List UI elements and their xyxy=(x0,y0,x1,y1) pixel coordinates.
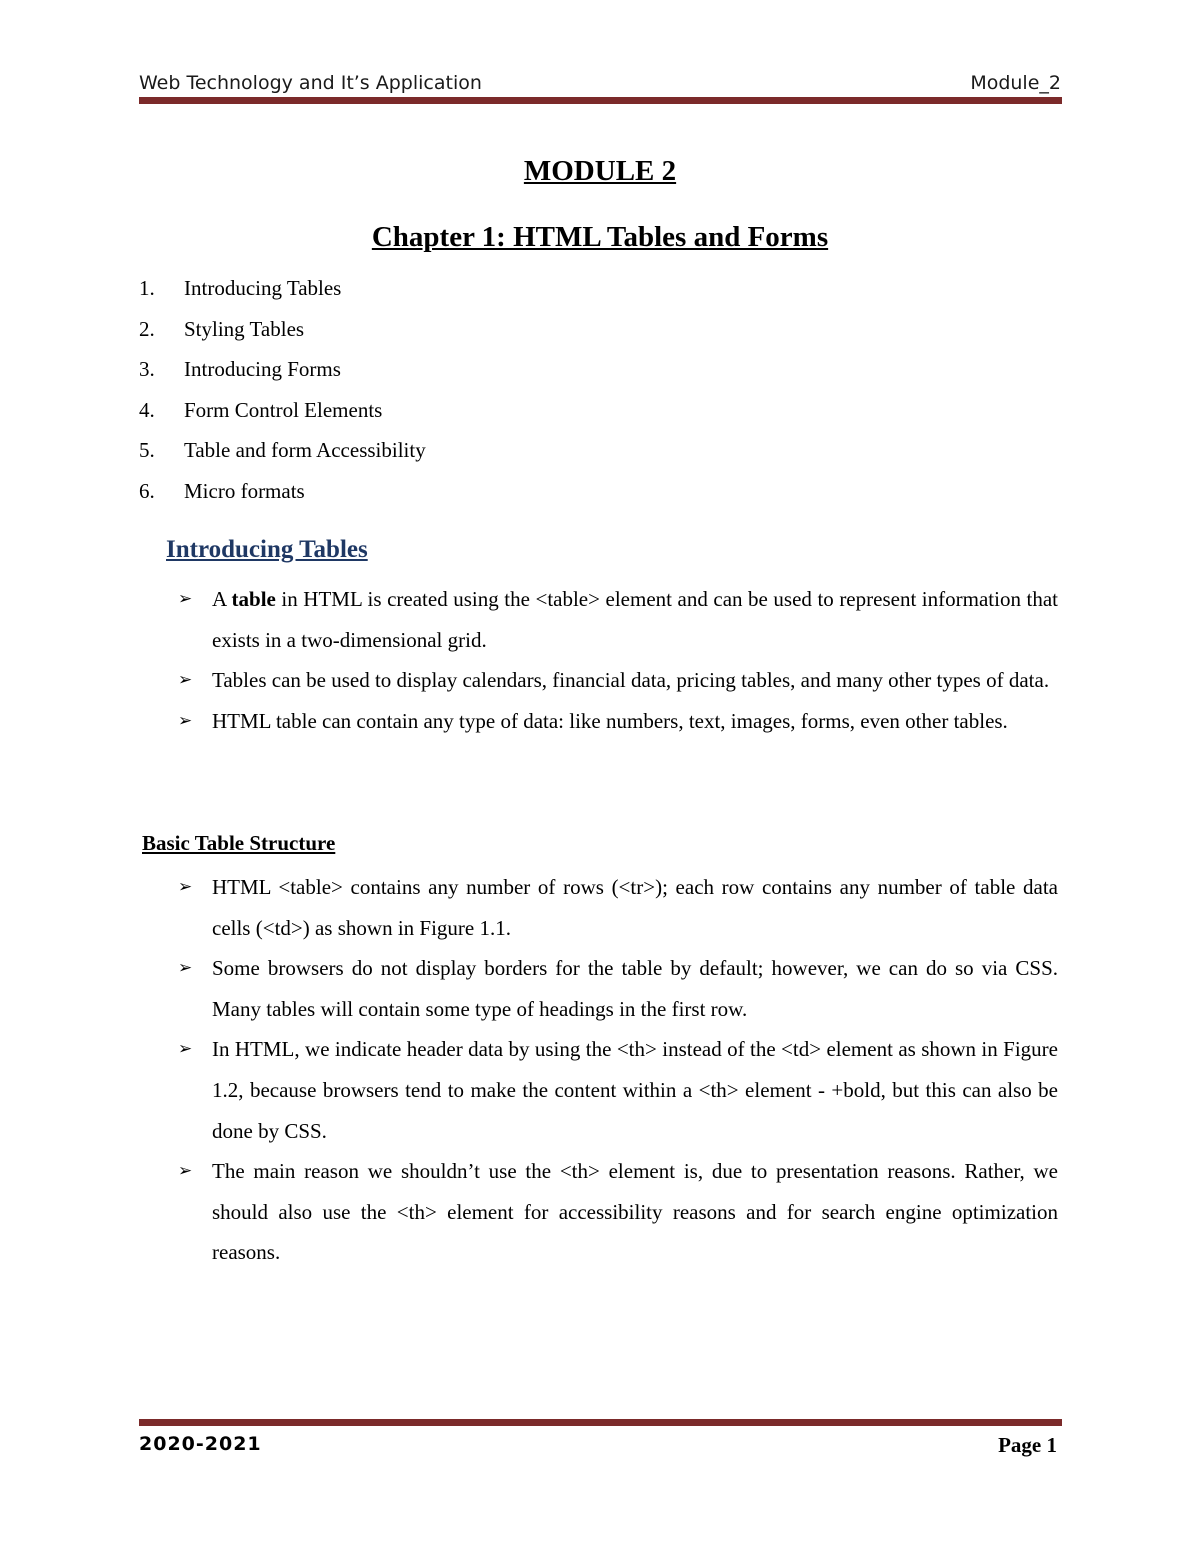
arrow-bullet-icon: ➢ xyxy=(178,877,193,897)
bullet-text: HTML <table> contains any number of rows (<tr>); each row contains any number of table data cells (<td>) as shown in Figure 1.1. xyxy=(212,875,1058,940)
bullet-item xyxy=(178,579,1058,660)
topic-label: Table and form Accessibility xyxy=(184,438,426,463)
intro-bullet-list xyxy=(178,579,1058,741)
topic-number: 4. xyxy=(139,397,155,422)
bullet-item xyxy=(178,948,1058,1029)
topic-label: Introducing Tables xyxy=(184,276,342,300)
bullet-item xyxy=(178,1029,1058,1151)
chapter-title: Chapter 1: HTML Tables and Forms xyxy=(371,221,829,253)
section-heading-introducing-tables: Introducing Tables xyxy=(166,536,368,563)
arrow-bullet-icon: ➢ xyxy=(178,670,193,691)
bullet-text: The main reason we shouldn’t use the <th> element is, due to presentation reasons. Rather, we should also use the <th> element for accessibility reasons and for search engine optimization reasons. xyxy=(212,1159,1058,1265)
topic-number: 5. xyxy=(139,438,155,463)
bullet-item xyxy=(178,660,1058,701)
arrow-bullet-icon: ➢ xyxy=(178,1161,193,1182)
bold-term: table xyxy=(231,587,276,611)
bullet-text: Some browsers do not display borders for the table by default; however, we can do so via CSS. Many tables will contain some type of headings in the first row. xyxy=(212,956,1058,1021)
basic-bullet-list xyxy=(178,867,1058,1273)
bullet-item xyxy=(178,701,1058,742)
topic-number: 3. xyxy=(139,357,155,382)
topic-item xyxy=(139,475,426,516)
module-title: MODULE 2 xyxy=(523,155,677,187)
topic-number: 6. xyxy=(139,478,155,503)
footer-rule xyxy=(139,1419,1062,1426)
arrow-bullet-icon: ➢ xyxy=(178,710,193,731)
topic-label: Form Control Elements xyxy=(184,397,383,422)
bullet-text: In HTML, we indicate header data by using the <th> instead of the <td> element as shown in Figure 1.2, because browsers tend to make the content within a <th> element - +bold, but this can also be done by CSS. xyxy=(212,1037,1058,1143)
bullet-text: A xyxy=(212,587,232,611)
section-heading-basic-table-structure: Basic Table Structure xyxy=(142,831,336,855)
topic-label: Introducing Forms xyxy=(184,357,341,382)
topic-number: 1. xyxy=(139,276,155,300)
topic-item xyxy=(139,434,426,475)
page-number: Page 1 xyxy=(998,1433,1057,1457)
header-rule xyxy=(139,97,1062,104)
arrow-bullet-icon: ➢ xyxy=(178,589,193,609)
running-header-title: Web Technology and It’s Application xyxy=(139,72,482,94)
topic-number: 2. xyxy=(139,316,155,341)
topic-label: Micro formats xyxy=(184,478,305,503)
running-header-module: Module_2 xyxy=(970,72,1061,94)
topic-label: Styling Tables xyxy=(184,316,305,341)
topic-list xyxy=(139,272,426,516)
arrow-bullet-icon: ➢ xyxy=(178,1039,193,1060)
bullet-text: HTML table can contain any type of data: like numbers, text, images, forms, even other tables. xyxy=(212,708,1008,733)
bullet-item xyxy=(178,1151,1058,1273)
bullet-text: Tables can be used to display calendars, financial data, pricing tables, and many other types of data. xyxy=(212,668,1050,693)
bullet-item xyxy=(178,867,1058,948)
topic-item xyxy=(139,313,426,354)
bullet-text: in HTML is created using the <table> element and can be used to represent information that exists in a two-dimensional grid. xyxy=(212,587,1058,652)
topic-item xyxy=(139,394,426,435)
topic-item xyxy=(139,272,426,313)
footer-year: 2020-2021 xyxy=(139,1433,262,1455)
topic-item xyxy=(139,353,426,394)
arrow-bullet-icon: ➢ xyxy=(178,958,193,979)
